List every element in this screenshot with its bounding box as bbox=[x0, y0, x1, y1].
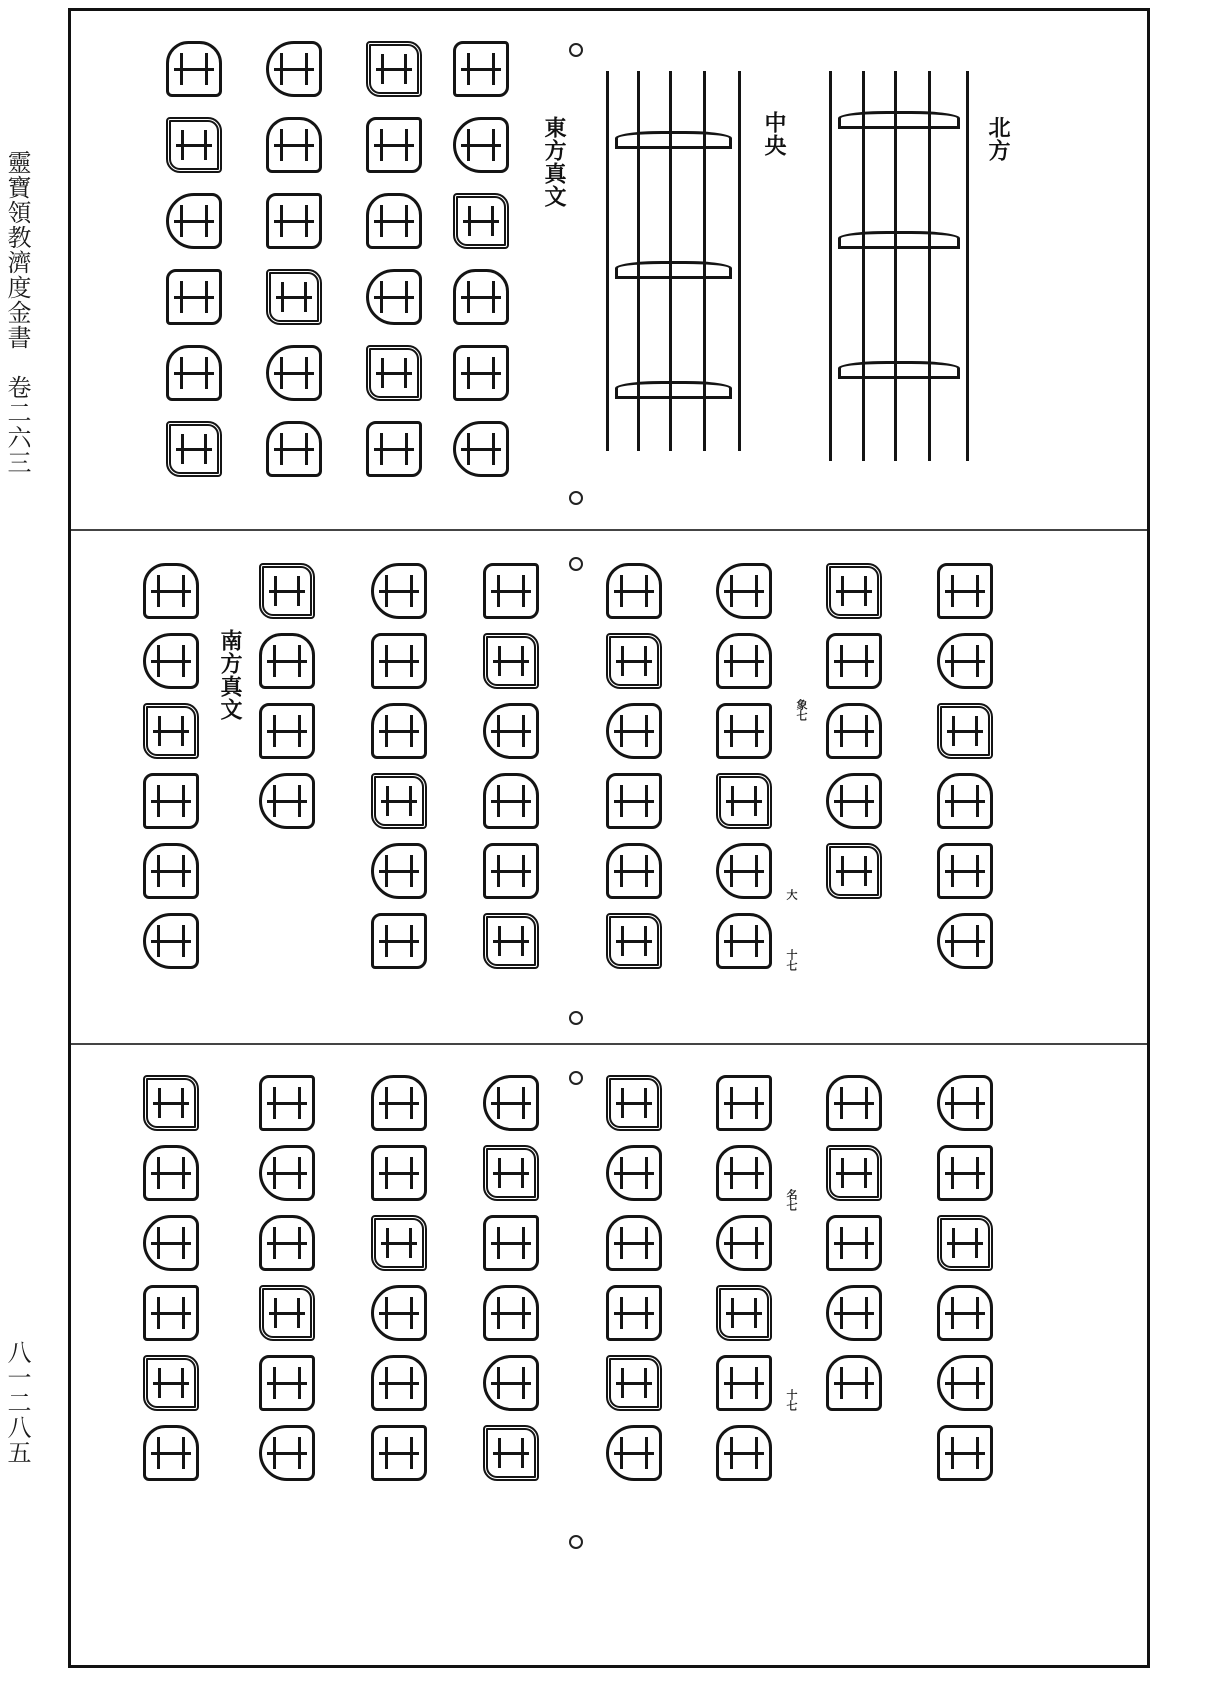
seal-glyph bbox=[716, 1355, 772, 1411]
seal-column bbox=[371, 1075, 427, 1481]
seal-glyph bbox=[143, 913, 199, 969]
seal-glyph bbox=[371, 1075, 427, 1131]
seal-glyph bbox=[483, 1425, 539, 1481]
seal-glyph bbox=[937, 1215, 993, 1271]
seal-column bbox=[716, 1075, 772, 1481]
label-north: 北方 bbox=[985, 116, 1010, 162]
seal-glyph bbox=[143, 633, 199, 689]
seal-glyph bbox=[826, 633, 882, 689]
label-center: 中央 bbox=[761, 111, 786, 157]
circle-mark-4 bbox=[569, 1011, 583, 1025]
seal-glyph bbox=[166, 421, 222, 477]
seal-glyph bbox=[483, 1075, 539, 1131]
seal-glyph bbox=[453, 117, 509, 173]
annotation-note: 十七 bbox=[785, 1389, 798, 1411]
seal-glyph bbox=[371, 703, 427, 759]
seal-glyph bbox=[453, 345, 509, 401]
seal-glyph bbox=[371, 1355, 427, 1411]
seal-glyph bbox=[826, 563, 882, 619]
seal-glyph bbox=[606, 843, 662, 899]
seal-glyph bbox=[166, 41, 222, 97]
seal-glyph bbox=[937, 1075, 993, 1131]
panel-divider-2 bbox=[71, 1043, 1147, 1045]
seal-glyph bbox=[366, 269, 422, 325]
seal-glyph bbox=[166, 117, 222, 173]
seal-glyph bbox=[366, 421, 422, 477]
seal-glyph bbox=[483, 843, 539, 899]
seal-glyph bbox=[143, 1075, 199, 1131]
seal-column bbox=[716, 563, 772, 969]
seal-glyph bbox=[716, 563, 772, 619]
seal-glyph bbox=[716, 1075, 772, 1131]
seal-glyph bbox=[826, 1075, 882, 1131]
seal-glyph bbox=[366, 41, 422, 97]
seal-glyph bbox=[483, 1215, 539, 1271]
seal-column bbox=[371, 563, 427, 969]
seal-glyph bbox=[606, 1215, 662, 1271]
seal-glyph bbox=[371, 1425, 427, 1481]
seal-glyph bbox=[606, 633, 662, 689]
seal-glyph bbox=[716, 843, 772, 899]
annotation-note: 十七 bbox=[785, 949, 798, 971]
seal-glyph bbox=[166, 345, 222, 401]
seal-glyph bbox=[371, 633, 427, 689]
seal-glyph bbox=[606, 703, 662, 759]
seal-glyph bbox=[937, 563, 993, 619]
annotation-note: 象七 bbox=[795, 699, 808, 721]
seal-glyph bbox=[453, 193, 509, 249]
seal-glyph bbox=[716, 773, 772, 829]
circle-mark-3 bbox=[569, 557, 583, 571]
seal-glyph bbox=[826, 773, 882, 829]
seal-glyph bbox=[826, 1355, 882, 1411]
seal-glyph bbox=[606, 913, 662, 969]
seal-glyph bbox=[483, 633, 539, 689]
seal-glyph bbox=[371, 913, 427, 969]
label-east: 東方真文 bbox=[541, 116, 566, 208]
seal-glyph bbox=[366, 193, 422, 249]
seal-glyph bbox=[366, 345, 422, 401]
seal-glyph bbox=[143, 1355, 199, 1411]
seal-glyph bbox=[143, 703, 199, 759]
seal-glyph bbox=[937, 1355, 993, 1411]
seal-glyph bbox=[483, 1355, 539, 1411]
seal-glyph bbox=[259, 633, 315, 689]
seal-glyph bbox=[716, 913, 772, 969]
seal-glyph bbox=[716, 1215, 772, 1271]
seal-glyph bbox=[606, 1075, 662, 1131]
seal-glyph bbox=[371, 1215, 427, 1271]
seal-glyph bbox=[371, 1145, 427, 1201]
seal-column bbox=[266, 41, 322, 477]
seal-glyph bbox=[826, 843, 882, 899]
seal-glyph bbox=[266, 421, 322, 477]
seal-glyph bbox=[143, 1285, 199, 1341]
seal-glyph bbox=[143, 773, 199, 829]
seal-glyph bbox=[259, 1285, 315, 1341]
seal-glyph bbox=[483, 1145, 539, 1201]
panel-divider-1 bbox=[71, 529, 1147, 531]
seal-glyph bbox=[937, 1425, 993, 1481]
seal-glyph bbox=[483, 703, 539, 759]
seal-glyph bbox=[371, 563, 427, 619]
seal-column bbox=[606, 1075, 662, 1481]
seal-glyph bbox=[483, 1285, 539, 1341]
seal-glyph bbox=[716, 1145, 772, 1201]
seal-glyph bbox=[606, 1285, 662, 1341]
seal-glyph bbox=[371, 1285, 427, 1341]
seal-column bbox=[143, 1075, 199, 1481]
page-frame bbox=[68, 8, 1150, 1668]
seal-glyph bbox=[716, 1425, 772, 1481]
seal-column bbox=[483, 1075, 539, 1481]
seal-glyph bbox=[143, 1145, 199, 1201]
seal-column bbox=[166, 41, 222, 477]
seal-glyph bbox=[259, 1145, 315, 1201]
seal-glyph bbox=[259, 703, 315, 759]
seal-glyph bbox=[937, 703, 993, 759]
circle-mark-2 bbox=[569, 491, 583, 505]
seal-glyph bbox=[826, 1285, 882, 1341]
seal-glyph bbox=[143, 843, 199, 899]
seal-glyph bbox=[937, 633, 993, 689]
seal-glyph bbox=[483, 773, 539, 829]
seal-glyph bbox=[453, 41, 509, 97]
seal-glyph bbox=[166, 193, 222, 249]
annotation-note: 名七 bbox=[785, 1189, 798, 1211]
seal-glyph bbox=[483, 913, 539, 969]
seal-column bbox=[826, 563, 882, 899]
seal-glyph bbox=[606, 773, 662, 829]
seal-glyph bbox=[259, 1075, 315, 1131]
seal-glyph bbox=[483, 563, 539, 619]
seal-glyph bbox=[606, 1145, 662, 1201]
seal-glyph bbox=[143, 563, 199, 619]
seal-glyph bbox=[166, 269, 222, 325]
seal-glyph bbox=[453, 421, 509, 477]
book-title-margin: 靈寶領教濟度金書 卷二六三 bbox=[3, 150, 31, 475]
seal-column bbox=[259, 563, 315, 829]
seal-glyph bbox=[143, 1425, 199, 1481]
seal-glyph bbox=[266, 269, 322, 325]
seal-glyph bbox=[826, 1215, 882, 1271]
seal-glyph bbox=[716, 1285, 772, 1341]
circle-mark-5 bbox=[569, 1071, 583, 1085]
seal-glyph bbox=[266, 345, 322, 401]
seal-glyph bbox=[716, 633, 772, 689]
seal-glyph bbox=[937, 1285, 993, 1341]
seal-column bbox=[453, 41, 509, 477]
seal-glyph bbox=[259, 1355, 315, 1411]
seal-glyph bbox=[826, 703, 882, 759]
talisman-north bbox=[829, 71, 969, 461]
seal-glyph bbox=[606, 1355, 662, 1411]
seal-glyph bbox=[937, 1145, 993, 1201]
seal-glyph bbox=[259, 1215, 315, 1271]
seal-glyph bbox=[606, 1425, 662, 1481]
seal-column bbox=[259, 1075, 315, 1481]
seal-column bbox=[937, 563, 993, 969]
seal-column bbox=[143, 563, 199, 969]
seal-glyph bbox=[453, 269, 509, 325]
seal-glyph bbox=[606, 563, 662, 619]
talisman-center bbox=[606, 71, 741, 451]
seal-column bbox=[826, 1075, 882, 1411]
seal-glyph bbox=[826, 1145, 882, 1201]
seal-glyph bbox=[266, 117, 322, 173]
seal-column bbox=[366, 41, 422, 477]
circle-mark-6 bbox=[569, 1535, 583, 1549]
seal-glyph bbox=[259, 563, 315, 619]
circle-mark-1 bbox=[569, 43, 583, 57]
seal-column bbox=[937, 1075, 993, 1481]
seal-glyph bbox=[266, 193, 322, 249]
seal-glyph bbox=[371, 843, 427, 899]
seal-glyph bbox=[371, 773, 427, 829]
seal-glyph bbox=[937, 773, 993, 829]
page-number-margin: 八一二八五 bbox=[3, 1340, 31, 1465]
seal-glyph bbox=[937, 843, 993, 899]
label-south: 南方真文 bbox=[217, 629, 242, 721]
seal-glyph bbox=[366, 117, 422, 173]
seal-glyph bbox=[716, 703, 772, 759]
seal-glyph bbox=[143, 1215, 199, 1271]
seal-glyph bbox=[266, 41, 322, 97]
seal-glyph bbox=[259, 773, 315, 829]
seal-glyph bbox=[937, 913, 993, 969]
seal-column bbox=[606, 563, 662, 969]
seal-column bbox=[483, 563, 539, 969]
annotation-note: 大 bbox=[785, 889, 798, 900]
seal-glyph bbox=[259, 1425, 315, 1481]
